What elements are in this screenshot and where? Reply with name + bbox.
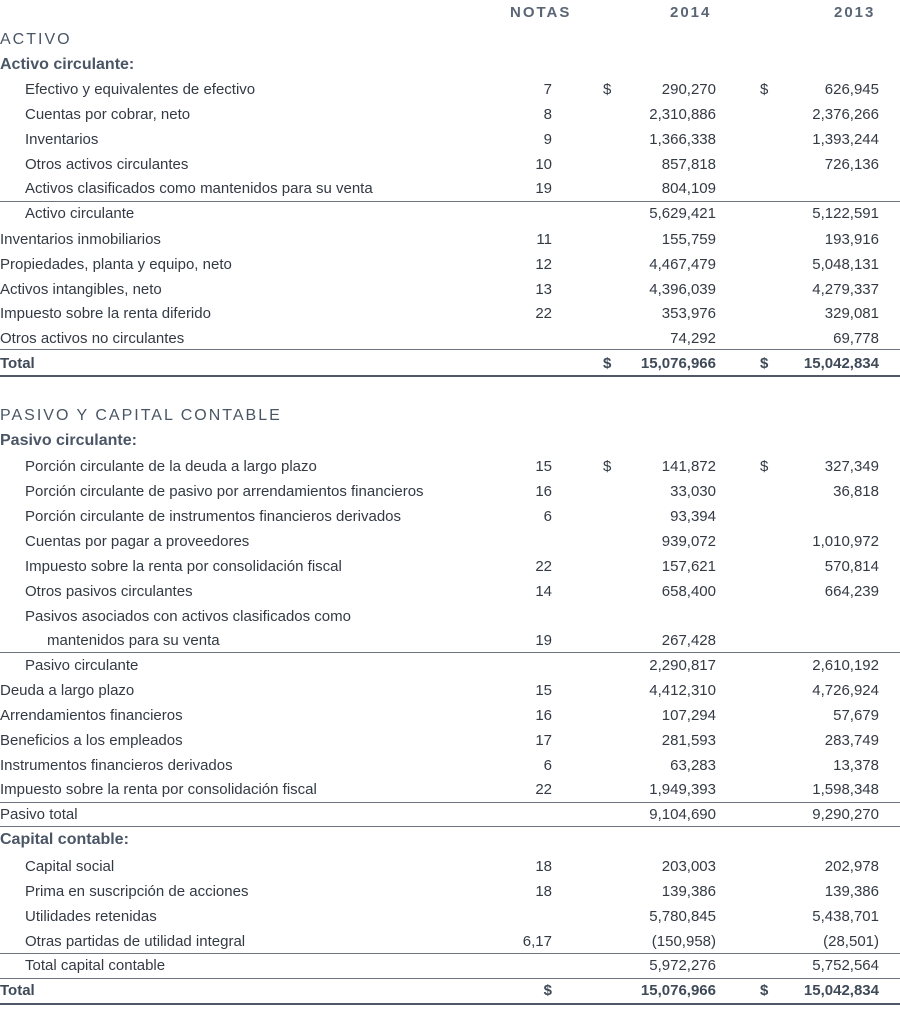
subhead-row: [0, 53, 900, 77]
table-row: [0, 153, 900, 177]
total-double-rule: [0, 375, 900, 377]
value-2014: 857,818: [661, 156, 716, 173]
subtotal-rule: [0, 953, 900, 954]
row-label: Impuesto sobre la renta por consolidación fiscal: [0, 781, 317, 798]
row-label: Inventarios inmobiliarios: [0, 231, 161, 248]
table-row: [0, 654, 900, 678]
row-label: Impuesto sobre la renta por consolidación fiscal: [25, 558, 342, 575]
currency-symbol-2014: $: [603, 355, 612, 372]
table-row: [0, 278, 900, 302]
row-label: Capital contable:: [0, 831, 129, 848]
row-label: Capital social: [25, 858, 115, 875]
value-2013: 1,393,244: [812, 131, 879, 148]
value-2014: 1,366,338: [649, 131, 716, 148]
row-label: Pasivos asociados con activos clasificados como: [25, 608, 351, 625]
table-row: [0, 455, 900, 479]
table-row: [0, 228, 900, 252]
subhead-row: [0, 828, 900, 852]
value-2014: 141,872: [661, 458, 716, 475]
note-ref: 16: [535, 483, 552, 500]
value-2014: 93,394: [670, 508, 716, 525]
row-label: ACTIVO: [0, 31, 72, 48]
value-2014: 290,270: [661, 81, 716, 98]
row-label: Porción circulante de pasivo por arrendamientos financieros: [25, 483, 424, 500]
subtotal-rule: [0, 652, 900, 653]
value-2014: 804,109: [661, 180, 716, 197]
value-2013: 1,598,348: [812, 781, 879, 798]
value-2013: 570,814: [824, 558, 879, 575]
value-2014: 281,593: [661, 732, 716, 749]
table-row: [0, 905, 900, 929]
table-row: [0, 327, 900, 351]
note-ref: 15: [535, 682, 552, 699]
table-row: [0, 302, 900, 326]
note-ref: 6,17: [522, 933, 552, 950]
value-2013: 5,752,564: [812, 957, 879, 974]
note-ref: 16: [535, 707, 552, 724]
note-ref: 17: [535, 732, 552, 749]
value-2013: 664,239: [824, 583, 879, 600]
value-2014: 33,030: [670, 483, 716, 500]
row-label: Porción circulante de la deuda a largo plazo: [25, 458, 317, 475]
value-2013: 202,978: [824, 858, 879, 875]
note-ref: 13: [535, 281, 552, 298]
table-row: [0, 253, 900, 277]
table-row: [0, 480, 900, 504]
table-row: [0, 78, 900, 102]
value-2013: 5,048,131: [812, 256, 879, 273]
row-label: Cuentas por cobrar, neto: [25, 106, 191, 123]
row-label: Arrendamientos financieros: [0, 707, 183, 724]
value-2013: 36,818: [833, 483, 879, 500]
row-label: Inventarios: [25, 131, 99, 148]
row-label: Cuentas por pagar a proveedores: [25, 533, 250, 550]
table-row: [0, 580, 900, 604]
row-label: Total: [0, 982, 35, 999]
row-label: Pasivo circulante:: [0, 432, 137, 449]
note-ref: 15: [535, 458, 552, 475]
currency-symbol-2014: $: [603, 458, 612, 475]
note-ref: 14: [535, 583, 552, 600]
value-2014: 353,976: [661, 305, 716, 322]
notes-column-header: NOTAS: [510, 4, 572, 21]
year-2014-column-header: 2014: [670, 4, 712, 21]
value-2013: 13,378: [833, 757, 879, 774]
section-row: [0, 404, 900, 428]
row-label: Impuesto sobre la renta diferido: [0, 305, 211, 322]
currency-symbol-2013: $: [760, 355, 769, 372]
currency-symbol-2013: $: [760, 458, 769, 475]
value-2014: 939,072: [661, 533, 716, 550]
table-row: [0, 605, 900, 629]
currency-symbol-2013: $: [760, 982, 769, 999]
year-2013-column-header: 2013: [834, 4, 876, 21]
value-2013: 4,279,337: [812, 281, 879, 298]
row-label: Total capital contable: [25, 957, 166, 974]
note-ref: 11: [536, 231, 552, 248]
note-ref: $: [543, 982, 552, 999]
note-ref: 18: [535, 858, 552, 875]
row-label: Utilidades retenidas: [25, 908, 157, 925]
value-2014: 2,290,817: [649, 657, 716, 674]
subhead-row: [0, 429, 900, 453]
value-2013: 5,122,591: [812, 205, 879, 222]
bold-row: [0, 979, 900, 1003]
table-row: [0, 704, 900, 728]
row-label: Pasivo total: [0, 806, 78, 823]
value-2013: (28,501): [823, 933, 879, 950]
note-ref: 19: [535, 632, 552, 649]
value-2013: 139,386: [824, 883, 879, 900]
row-label: Propiedades, planta y equipo, neto: [0, 256, 232, 273]
value-2014: 15,076,966: [640, 355, 716, 372]
row-label: Otros pasivos circulantes: [25, 583, 193, 600]
row-label: Pasivo circulante: [25, 657, 139, 674]
value-2014: 155,759: [661, 231, 716, 248]
table-row: [0, 103, 900, 127]
table-row: [0, 202, 900, 226]
value-2014: 267,428: [661, 632, 716, 649]
value-2014: 139,386: [661, 883, 716, 900]
table-row: [0, 505, 900, 529]
value-2013: 283,749: [824, 732, 879, 749]
value-2014: 5,972,276: [649, 957, 716, 974]
note-ref: 18: [535, 883, 552, 900]
value-2014: (150,958): [651, 933, 716, 950]
subtotal-rule: [0, 978, 900, 979]
value-2013: 2,376,266: [812, 106, 879, 123]
note-ref: 12: [535, 256, 552, 273]
value-2013: 57,679: [833, 707, 879, 724]
value-2014: 9,104,690: [649, 806, 716, 823]
value-2014: 5,629,421: [649, 205, 716, 222]
note-ref: 6: [543, 508, 552, 525]
section-row: [0, 28, 900, 52]
row-label: Otros activos no circulantes: [0, 330, 185, 347]
subtotal-rule: [0, 802, 900, 803]
row-label: Efectivo y equivalentes de efectivo: [25, 81, 256, 98]
note-ref: 10: [535, 156, 552, 173]
row-label: Activo circulante: [25, 205, 135, 222]
table-row: [0, 530, 900, 554]
row-label: PASIVO Y CAPITAL CONTABLE: [0, 407, 282, 424]
row-label: Porción circulante de instrumentos financieros derivados: [25, 508, 402, 525]
table-row: [0, 803, 900, 827]
table-row: [0, 128, 900, 152]
note-ref: 22: [535, 305, 552, 322]
table-row: [0, 880, 900, 904]
value-2013: 626,945: [824, 81, 879, 98]
note-ref: 6: [543, 757, 552, 774]
row-label: Otras partidas de utilidad integral: [25, 933, 246, 950]
table-row: [0, 930, 900, 954]
bold-row: [0, 352, 900, 376]
row-label: Prima en suscripción de acciones: [25, 883, 249, 900]
subtotal-rule: [0, 826, 900, 827]
note-ref: 7: [543, 81, 552, 98]
table-row: [0, 729, 900, 753]
table-row: [0, 679, 900, 703]
value-2014: 15,076,966: [640, 982, 716, 999]
value-2014: 1,949,393: [649, 781, 716, 798]
row-label: Deuda a largo plazo: [0, 682, 135, 699]
value-2014: 157,621: [661, 558, 716, 575]
row-label: Activos clasificados como mantenidos para su venta: [25, 180, 373, 197]
row-label: Total: [0, 355, 35, 372]
value-2014: 5,780,845: [649, 908, 716, 925]
value-2013: 15,042,834: [803, 355, 879, 372]
note-ref: 8: [543, 106, 552, 123]
value-2013: 9,290,270: [812, 806, 879, 823]
value-2013: 5,438,701: [812, 908, 879, 925]
note-ref: 22: [535, 558, 552, 575]
value-2013: 15,042,834: [803, 982, 879, 999]
value-2014: 658,400: [661, 583, 716, 600]
note-ref: 19: [535, 180, 552, 197]
value-2013: 327,349: [824, 458, 879, 475]
note-ref: 9: [543, 131, 552, 148]
value-2013: 2,610,192: [812, 657, 879, 674]
table-row: [0, 177, 900, 201]
table-row: [0, 954, 900, 978]
row-label: Otros activos circulantes: [25, 156, 189, 173]
table-row: [0, 555, 900, 579]
value-2014: 203,003: [661, 858, 716, 875]
value-2014: 4,467,479: [649, 256, 716, 273]
value-2014: 4,396,039: [649, 281, 716, 298]
row-label: Activo circulante:: [0, 56, 135, 73]
table-row: [0, 855, 900, 879]
currency-symbol-2014: $: [603, 81, 612, 98]
value-2014: 2,310,886: [649, 106, 716, 123]
value-2013: 4,726,924: [812, 682, 879, 699]
value-2014: 107,294: [661, 707, 716, 724]
row-label: Beneficios a los empleados: [0, 732, 183, 749]
table-row: [0, 754, 900, 778]
note-ref: 22: [535, 781, 552, 798]
subtotal-rule: [0, 349, 900, 350]
currency-symbol-2013: $: [760, 81, 769, 98]
table-row: [0, 629, 900, 653]
row-label: mantenidos para su venta: [47, 632, 220, 649]
value-2014: 63,283: [670, 757, 716, 774]
row-label: Activos intangibles, neto: [0, 281, 162, 298]
value-2013: 193,916: [824, 231, 879, 248]
value-2013: 1,010,972: [812, 533, 879, 550]
total-double-rule: [0, 1003, 900, 1005]
subtotal-rule: [0, 201, 900, 202]
value-2013: 69,778: [833, 330, 879, 347]
value-2013: 726,136: [824, 156, 879, 173]
table-row: [0, 778, 900, 802]
value-2014: 74,292: [670, 330, 716, 347]
row-label: Instrumentos financieros derivados: [0, 757, 233, 774]
value-2014: 4,412,310: [649, 682, 716, 699]
value-2013: 329,081: [824, 305, 879, 322]
